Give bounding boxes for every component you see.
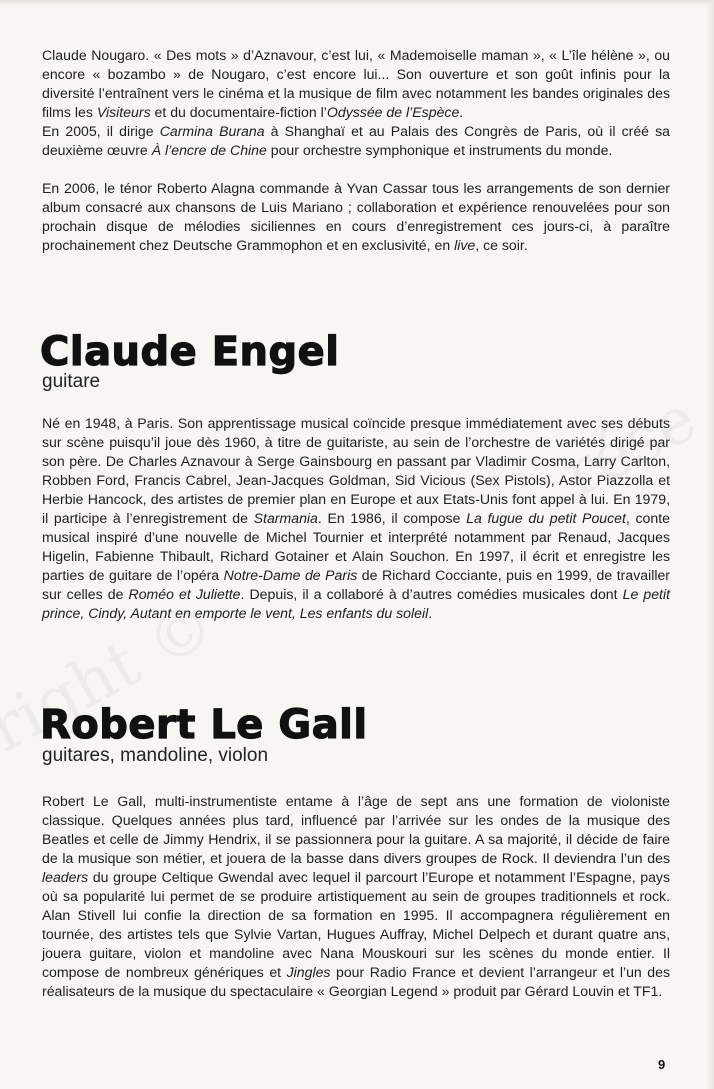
italic-title: Notre-Dame de Paris: [223, 567, 358, 583]
italic-title: La fugue du petit Poucet: [466, 510, 626, 526]
page-number: 9: [658, 1057, 666, 1072]
italic-title: leaders: [42, 869, 89, 885]
artist-name-heading: Robert Le Gall: [40, 702, 368, 748]
italic-title: Roméo et Juliette: [128, 586, 241, 602]
artist-name-heading: Claude Engel: [40, 329, 340, 375]
italic-title: Jingles: [286, 964, 331, 980]
italic-title: Carmina Burana: [159, 123, 265, 139]
scan-edge-right: [706, 0, 714, 1089]
italic-title: Starmania: [253, 510, 318, 526]
italic-title: À l’encre de Chine: [151, 142, 267, 158]
italic-title: Visiteurs: [96, 104, 151, 120]
italic-title: Le petit prince, Cindy, Autant en emporte le vent, Les enfants du soleil: [42, 586, 670, 621]
artist-instrument: guitares, mandoline, violon: [42, 745, 269, 766]
artist-instrument: guitare: [42, 371, 101, 392]
intro-paragraph-3: En 2006, le ténor Roberto Alagna commande à Yvan Cassar tous les arrangements de son dernier album consacré aux chansons de Luis Mariano ; collaboration et expérience renouvelées pour son prochain disque de mélodies siciliennes en cours d’enregistrement ces jours-ci, à paraître prochainement chez Deutsche Grammophon et en exclusivité, en live, ce soir.: [42, 180, 670, 253]
italic-title: live: [454, 237, 476, 253]
scan-edge-top: [0, 0, 714, 6]
intro-paragraph-2: En 2005, il dirige Carmina Burana à Shanghaï et au Palais des Congrès de Paris, où il créé sa deuxième œuvre À l’encre de Chine pour orchestre symphonique et instruments du monde.: [42, 123, 671, 158]
italic-title: Odyssée de l’Espèce: [326, 104, 460, 120]
intro-paragraph-1: Claude Nougaro. « Des mots » d’Aznavour, c’est lui, « Mademoiselle maman », « L’île hélène », ou encore « bozambo » de Nougaro, c’est encore lui... Son ouverture et son goût infinis pour la diversité l’entraînent vers le cinéma et la musique de film avec notamment les bandes originales des films les Visiteurs et du documentaire-fiction l’Odyssée de l’Espèce.: [42, 47, 670, 120]
artist-bio: Robert Le Gall, multi-instrumentiste entame à l’âge de sept ans une formation de violoniste classique. Quelques années plus tard, influencé par l’arrivée sur les ondes de la musique des Beatles et celle de Jimmy Hendrix, il se passionnera pour la guitare. A sa majorité, il décide de faire de la musique son métier, et jouera de la basse dans divers groupes de Rock. Il deviendra l’un des leaders du groupe Celtique Gwendal avec lequel il parcourt l’Europe et notamment l’Espagne, pays où sa popularité lui permet de se produire artistiquement au sein de groupes traditionnels et rock. Alan Stivell lui confie la direction de sa formation en 1995. Il accompagnera régulièrement en tournée, des artistes tels que Sylvie Vartan, Hugues Auffray, Michel Delpech et durant quatre ans, jouera guitare, violon et mandoline avec Nana Mouskouri sur les scènes du monde entier. Il compose de nombreux génériques et Jingles pour Radio France et devient l’arrangeur et l’un des réalisateurs de la musique du spectaculaire « Georgian Legend » produit par Gérard Louvin et TF1.: [42, 793, 670, 999]
artist-bio: Né en 1948, à Paris. Son apprentissage musical coïncide presque immédiatement avec ses débuts sur scène puisqu’il joue dès 1960, à titre de guitariste, au sein de l’orchestre de variétés dirigé par son père. De Charles Aznavour à Serge Gainsbourg en passant par Vladimir Cosma, Larry Carlton, Robben Ford, Francis Cabrel, Jean-Jacques Goldman, Sid Vicious (Sex Pistols), Astor Piazzolla et Herbie Hancock, des artistes de premier plan en Europe et aux Etats-Unis font appel à lui. En 1979, il participe à l’enregistrement de Starmania. En 1986, il compose La fugue du petit Poucet, conte musical inspiré d’une nouvelle de Michel Tournier et interprété notamment par Renaud, Jacques Higelin, Fabienne Thibault, Richard Gotainer et Alain Souchon. En 1997, il écrit et enregistre les parties de guitare de l’opéra Notre-Dame de Paris de Richard Cocciante, puis en 1999, de travailler sur celles de Roméo et Juliette. Depuis, il a collaboré à d’autres comédies musicales dont Le petit prince, Cindy, Autant en emporte le vent, Les enfants du soleil.: [42, 415, 671, 621]
